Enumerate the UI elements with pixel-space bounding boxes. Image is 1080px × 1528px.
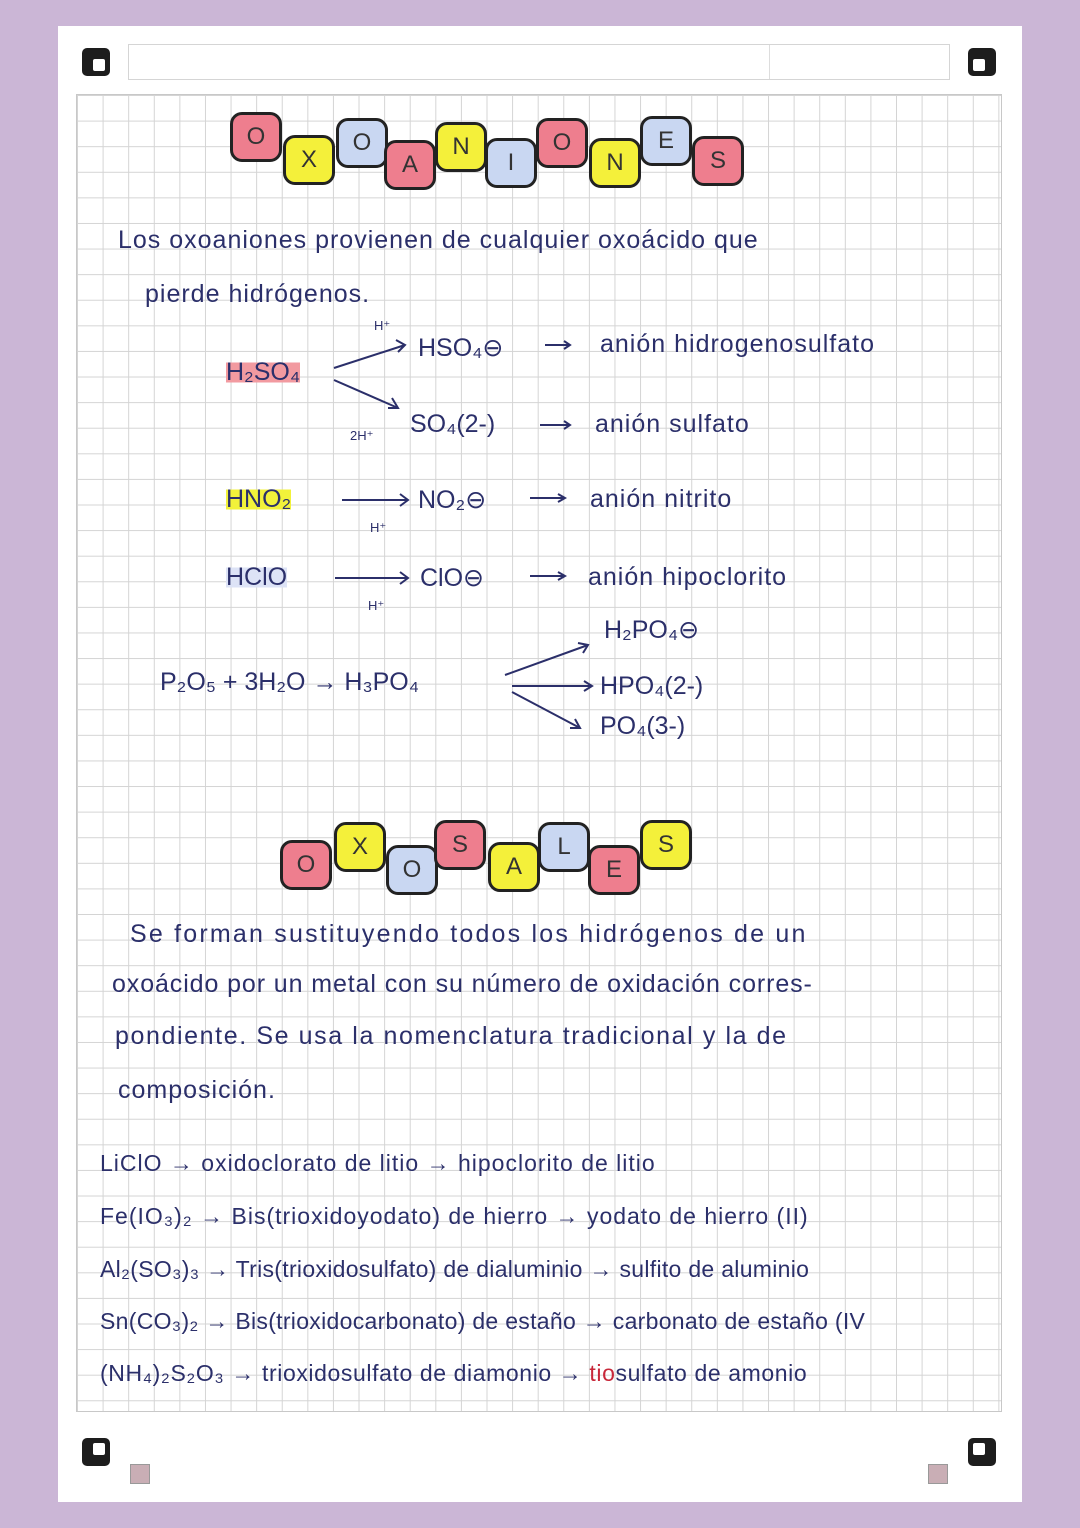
letter-tile: N bbox=[435, 122, 487, 172]
intro-line-2: pierde hidrógenos. bbox=[145, 280, 371, 308]
letter-tile: E bbox=[640, 116, 692, 166]
example-formula: Sn(CO₃)₂ bbox=[100, 1308, 199, 1334]
letter-tile: S bbox=[640, 820, 692, 870]
label-h-plus: H⁺ bbox=[368, 598, 385, 613]
formula-clo: ClO⊖ bbox=[420, 564, 485, 592]
letter-tile: S bbox=[692, 136, 744, 186]
name-clo: anión hipoclorito bbox=[588, 563, 788, 591]
formula-no2: NO₂⊖ bbox=[418, 486, 487, 514]
formula-hclo: HClO bbox=[226, 563, 288, 591]
example-systematic: Bis(trioxidocarbonato) de estaño bbox=[235, 1308, 577, 1334]
oxosales-line-2: oxoácido por un metal con su número de oxidación corres- bbox=[112, 970, 813, 998]
example-row: Sn(CO₃)₂ → Bis(trioxidocarbonato) de estaño → carbonato de estaño (IV bbox=[100, 1308, 866, 1334]
example-row: Fe(IO₃)₂ → Bis(trioxidoyodato) de hierro → yodato de hierro (II) bbox=[100, 1203, 809, 1229]
oxosales-line-4: composición. bbox=[118, 1076, 276, 1104]
label-h-plus: H⁺ bbox=[374, 318, 391, 333]
oxosales-line-1: Se forman sustituyendo todos los hidrógenos de un bbox=[130, 920, 808, 948]
example-formula: Fe(IO₃)₂ bbox=[100, 1203, 193, 1229]
example-formula: LiClO bbox=[100, 1150, 163, 1176]
example-systematic: Tris(trioxidosulfato) de dialuminio bbox=[235, 1256, 583, 1282]
letter-tile: A bbox=[488, 842, 540, 892]
letter-tile: I bbox=[485, 138, 537, 188]
name-hso4: anión hidrogenosulfato bbox=[600, 330, 875, 358]
example-traditional-prefix: tio bbox=[589, 1360, 616, 1386]
example-row: (NH₄)₂S₂O₃ → trioxidosulfato de diamonio → tiosulfato de amonio bbox=[100, 1360, 808, 1386]
phosphoric-equation: P₂O₅ + 3H₂O → H₃PO₄ bbox=[160, 668, 419, 696]
label-2h-plus: 2H⁺ bbox=[350, 428, 374, 443]
example-row: Al₂(SO₃)₃ → Tris(trioxidosulfato) de dialuminio → sulfito de aluminio bbox=[100, 1256, 810, 1282]
example-formula: (NH₄)₂S₂O₃ bbox=[100, 1360, 225, 1386]
letter-tile: X bbox=[334, 822, 386, 872]
example-traditional: hipoclorito de litio bbox=[457, 1150, 656, 1176]
example-formula: Al₂(SO₃)₃ bbox=[100, 1256, 200, 1282]
letter-tile: O bbox=[386, 845, 438, 895]
formula-h2po4: H₂PO₄⊖ bbox=[604, 616, 700, 644]
letter-tile: N bbox=[589, 138, 641, 188]
letter-tile: O bbox=[280, 840, 332, 890]
letter-tile: O bbox=[336, 118, 388, 168]
intro-line-1: Los oxoaniones provienen de cualquier oxoácido que bbox=[118, 226, 759, 254]
name-no2: anión nitrito bbox=[590, 485, 733, 513]
letter-tile: S bbox=[434, 820, 486, 870]
formula-so4: SO₄(2-) bbox=[410, 410, 496, 438]
oxosales-line-3: pondiente. Se usa la nomenclatura tradicional y la de bbox=[115, 1022, 788, 1050]
letter-tile: A bbox=[384, 140, 436, 190]
name-so4: anión sulfato bbox=[595, 410, 750, 438]
example-systematic: oxidoclorato de litio bbox=[201, 1150, 420, 1176]
letter-tile: L bbox=[538, 822, 590, 872]
formula-hpo4: HPO₄(2-) bbox=[600, 672, 704, 700]
formula-h2so4: H₂SO₄ bbox=[226, 358, 301, 386]
letter-tile: O bbox=[536, 118, 588, 168]
example-traditional: sulfito de aluminio bbox=[619, 1256, 810, 1282]
example-systematic: Bis(trioxidoyodato) de hierro bbox=[231, 1203, 549, 1229]
letter-tile: O bbox=[230, 112, 282, 162]
formula-po4: PO₄(3-) bbox=[600, 712, 686, 740]
example-traditional: sulfato de amonio bbox=[615, 1360, 808, 1386]
formula-hso4: HSO₄⊖ bbox=[418, 334, 504, 362]
letter-tile: E bbox=[588, 845, 640, 895]
example-row: LiClO → oxidoclorato de litio → hipoclorito de litio bbox=[100, 1150, 656, 1176]
letter-tile: X bbox=[283, 135, 335, 185]
example-systematic: trioxidosulfato de diamonio bbox=[261, 1360, 552, 1386]
label-h-plus: H⁺ bbox=[370, 520, 387, 535]
formula-hno2: HNO₂ bbox=[226, 485, 292, 513]
example-traditional: yodato de hierro (II) bbox=[586, 1203, 809, 1229]
example-traditional: carbonato de estaño (IV bbox=[612, 1308, 866, 1334]
